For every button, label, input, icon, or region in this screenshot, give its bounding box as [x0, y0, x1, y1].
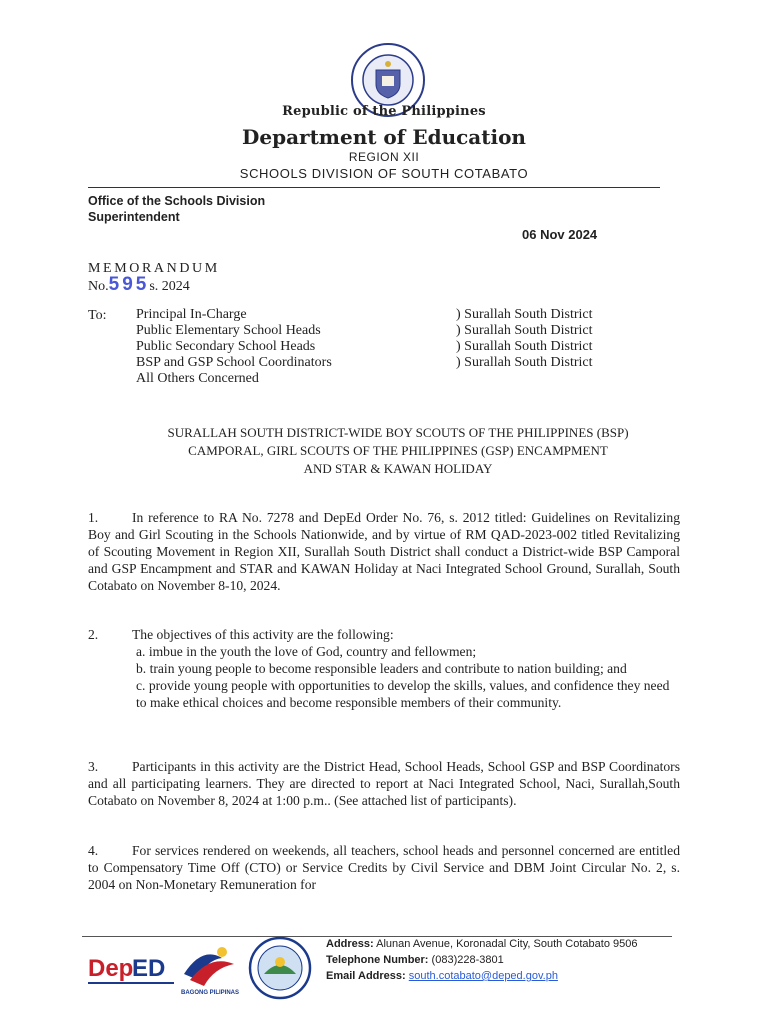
objective-item: a. imbue in the youth the love of God, country and fellowmen;: [136, 644, 477, 659]
memo-year: s. 2024: [149, 279, 190, 294]
subject-line-1: SURALLAH SOUTH DISTRICT-WIDE BOY SCOUTS OF THE PHILIPPINES (BSP): [167, 425, 629, 440]
phone-value: (083)228-3801: [431, 954, 504, 966]
svg-text:Dep: Dep: [88, 955, 134, 982]
division-seal-icon: [246, 936, 314, 1000]
footer-contact: [326, 936, 637, 984]
paragraph-number: 1.: [88, 510, 99, 525]
memo-title: MEMORANDUM: [88, 261, 220, 276]
address-line: [326, 936, 637, 952]
memo-no-prefix: No.: [88, 279, 109, 294]
memo-number-line: [88, 274, 190, 296]
email-line: [326, 968, 637, 984]
objective-item: c. provide young people with opportunities to develop the skills, values, and confidence they need to make ethical choices and become responsible members of their community.: [136, 678, 670, 710]
address-value: Alunan Avenue, Koronadal City, South Cotabato 9506: [376, 938, 638, 950]
office-label: [88, 193, 265, 225]
district: ) Surallah South District: [456, 323, 593, 338]
bagong-pilipinas-logo-icon: [176, 940, 244, 996]
to-label: To:: [88, 308, 107, 323]
memo-subject: [88, 424, 708, 478]
recipient: BSP and GSP School Coordinators: [136, 355, 332, 370]
svg-text:ED: ED: [132, 955, 166, 982]
district: ) Surallah South District: [456, 307, 593, 322]
email-label: Email Address:: [326, 970, 406, 982]
phone-label: Telephone Number:: [326, 954, 429, 966]
paragraph-1: [88, 509, 680, 594]
paragraph-number: 4.: [88, 843, 99, 858]
address-label: Address:: [326, 938, 374, 950]
recipient: Principal In-Charge: [136, 307, 247, 322]
recipient: All Others Concerned: [136, 371, 259, 386]
objective-item: b. train young people to become responsible leaders and contribute to nation building; and: [136, 661, 627, 676]
district: ) Surallah South District: [456, 355, 593, 370]
district: ) Surallah South District: [456, 339, 593, 354]
memo-date: 06 Nov 2024: [522, 227, 598, 242]
districts-list: [456, 307, 593, 371]
phone-line: [326, 952, 637, 968]
recipient: Public Elementary School Heads: [136, 323, 321, 338]
department-heading: Department of Education: [242, 125, 526, 149]
deped-logo-icon: [86, 944, 178, 996]
subject-line-2: CAMPORAL, GIRL SCOUTS OF THE PHILIPPINES (GSP) ENCAMPMENT: [188, 443, 608, 458]
paragraph-number: 2.: [88, 627, 99, 642]
recipient: Public Secondary School Heads: [136, 339, 316, 354]
paragraph-3: [88, 758, 680, 809]
bagong-pilipinas-label: BAGONG PILIPINAS: [180, 990, 240, 996]
recipients-list: [136, 307, 332, 387]
office-line-1: Office of the Schools Division: [88, 194, 266, 208]
memo-number: 595: [108, 274, 150, 295]
paragraph-2: [88, 626, 680, 711]
paragraph-text: Participants in this activity are the District Head, School Heads, School GSP and BSP Coordinators and all participating learners. They are directed to report at Naci Integrated School, Naci, Surallah,South Cotabato on November 8, 2024 at 1:00 p.m.. (See attached list of participants).: [88, 759, 680, 808]
office-line-2: Superintendent: [88, 210, 180, 224]
subject-line-3: AND STAR & KAWAN HOLIDAY: [303, 461, 493, 476]
paragraph-4: [88, 842, 680, 893]
paragraph-number: 3.: [88, 759, 99, 774]
email-link[interactable]: south.cotabato@deped.gov.ph: [408, 970, 558, 982]
paragraph-text: For services rendered on weekends, all teachers, school heads and personnel concerned are entitled to Compensatory Time Off (CTO) or Service Credits by Civil Service and DBM Joint Circular No. 2, s. 2004 on Non-Monetary Remuneration for: [88, 843, 680, 892]
region-heading: REGION XII: [348, 150, 420, 164]
republic-heading: Republic of the Philippines: [282, 104, 486, 119]
paragraph-text: The objectives of this activity are the following:: [132, 627, 394, 642]
division-heading: SCHOOLS DIVISION OF SOUTH COTABATO: [239, 166, 529, 181]
header-divider: [88, 187, 660, 188]
paragraph-text: In reference to RA No. 7278 and DepEd Order No. 76, s. 2012 titled: Guidelines on Revitalizing Boy and Girl Scouting in the Schools Nationwide, and by virtue of RM QAD-2023-002 titled Revitalizing of Scouting Movement in Region XII, Surallah South District shall conduct a District-wide BSP Camporal and GSP Encampment and STAR and KAWAN Holiday at Naci Integrated School Ground, Surallah, South Cotabato on November 8-10, 2024.: [88, 510, 680, 593]
